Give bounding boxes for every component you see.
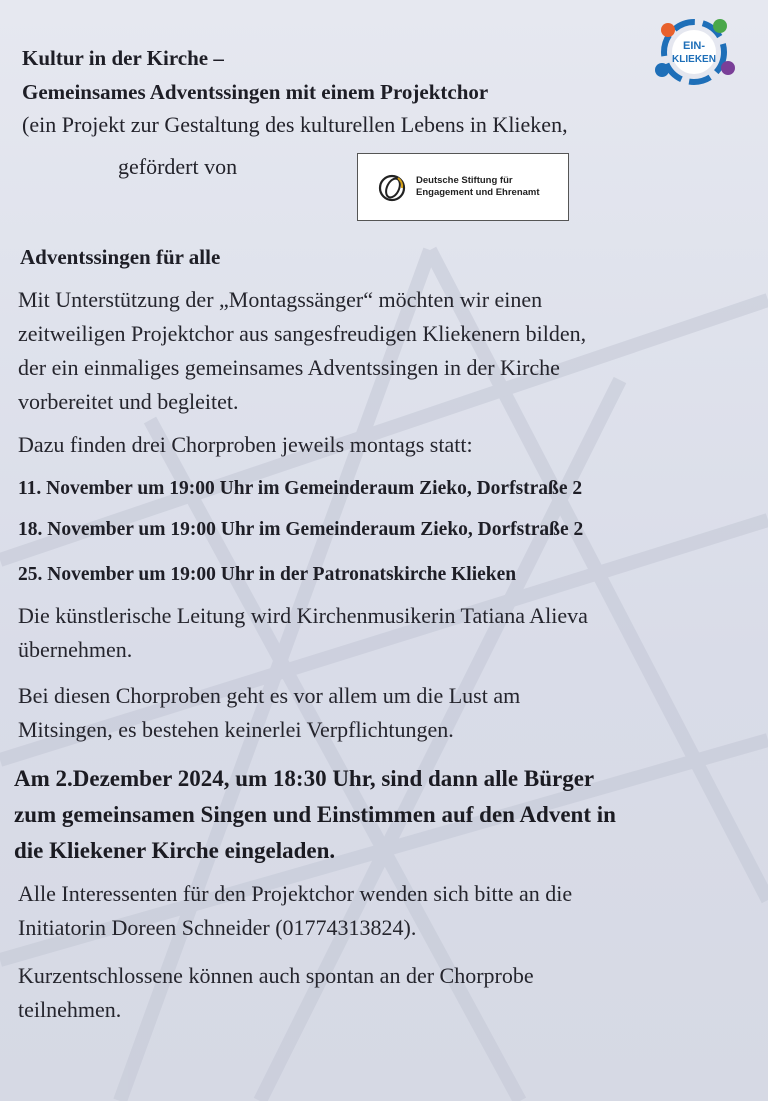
funder-logo-box	[357, 153, 569, 221]
invitation-line: die Kliekener Kirche eingeladen.	[14, 838, 336, 863]
funder-name-line-1: Deutsche Stiftung für	[416, 175, 513, 186]
foundation-logo-icon	[376, 172, 408, 204]
rehearsal-date-2: 18. November um 19:00 Uhr im Gemeinderaum Zieko, Dorfstraße 2	[18, 519, 584, 540]
invitation-paragraph	[14, 761, 616, 869]
purpose-line: Bei diesen Chorproben geht es vor allem um die Lust am	[18, 683, 521, 708]
ein-logo-text-1: EIN-	[683, 40, 705, 52]
funder-name	[416, 175, 566, 199]
title-line-1: Kultur in der Kirche –	[22, 46, 224, 70]
contact-line: Alle Interessenten für den Projektchor wenden sich bitte an die	[18, 881, 573, 906]
rehearsal-date-3: 25. November um 19:00 Uhr in der Patronatskirche Klieken	[18, 564, 517, 585]
intro-line: vorbereitet und begleitet.	[18, 389, 239, 414]
intro-paragraph	[18, 283, 586, 419]
rehearsal-date-1: 11. November um 19:00 Uhr im Gemeinderaum Zieko, Dorfstraße 2	[18, 478, 583, 499]
ein-klieken-logo	[648, 8, 740, 94]
contact-line: Initiatorin Doreen Schneider (01774313824).	[18, 915, 417, 940]
purpose-paragraph	[18, 679, 520, 747]
purpose-line: Mitsingen, es bestehen keinerlei Verpflichtungen.	[18, 717, 454, 742]
intro-line: Mit Unterstützung der „Montagssänger“ möchten wir einen	[18, 287, 543, 312]
intro-line: der ein einmaliges gemeinsames Adventssingen in der Kirche	[18, 355, 560, 380]
invitation-line: zum gemeinsamen Singen und Einstimmen auf den Advent in	[14, 802, 616, 827]
spontaneous-line: teilnehmen.	[18, 997, 122, 1022]
rehearsals-intro	[18, 428, 473, 462]
leader-line: übernehmen.	[18, 637, 133, 662]
intro-line: zeitweiligen Projektchor aus sangesfreudigen Kliekenern bilden,	[18, 321, 587, 346]
spontaneous-line: Kurzentschlossene können auch spontan an der Chorprobe	[18, 963, 534, 988]
subtitle: (ein Projekt zur Gestaltung des kulturellen Lebens in Klieken,	[22, 112, 568, 137]
rehearsals-intro-text: Dazu finden drei Chorproben jeweils montags statt:	[18, 432, 473, 457]
ein-logo-text-2: KLIEKEN	[672, 54, 716, 65]
leader-paragraph	[18, 599, 588, 667]
title-line-2: Gemeinsames Adventssingen mit einem Projektchor	[22, 80, 489, 104]
funder-name-line-2: Engagement und Ehrenamt	[416, 187, 540, 198]
spontaneous-paragraph	[18, 959, 534, 1027]
invitation-line: Am 2.Dezember 2024, um 18:30 Uhr, sind dann alle Bürger	[14, 766, 595, 791]
leader-line: Die künstlerische Leitung wird Kirchenmusikerin Tatiana Alieva	[18, 603, 588, 628]
funded-by-label: gefördert von	[118, 154, 238, 179]
section-heading: Adventssingen für alle	[20, 245, 221, 269]
contact-paragraph	[18, 877, 572, 945]
